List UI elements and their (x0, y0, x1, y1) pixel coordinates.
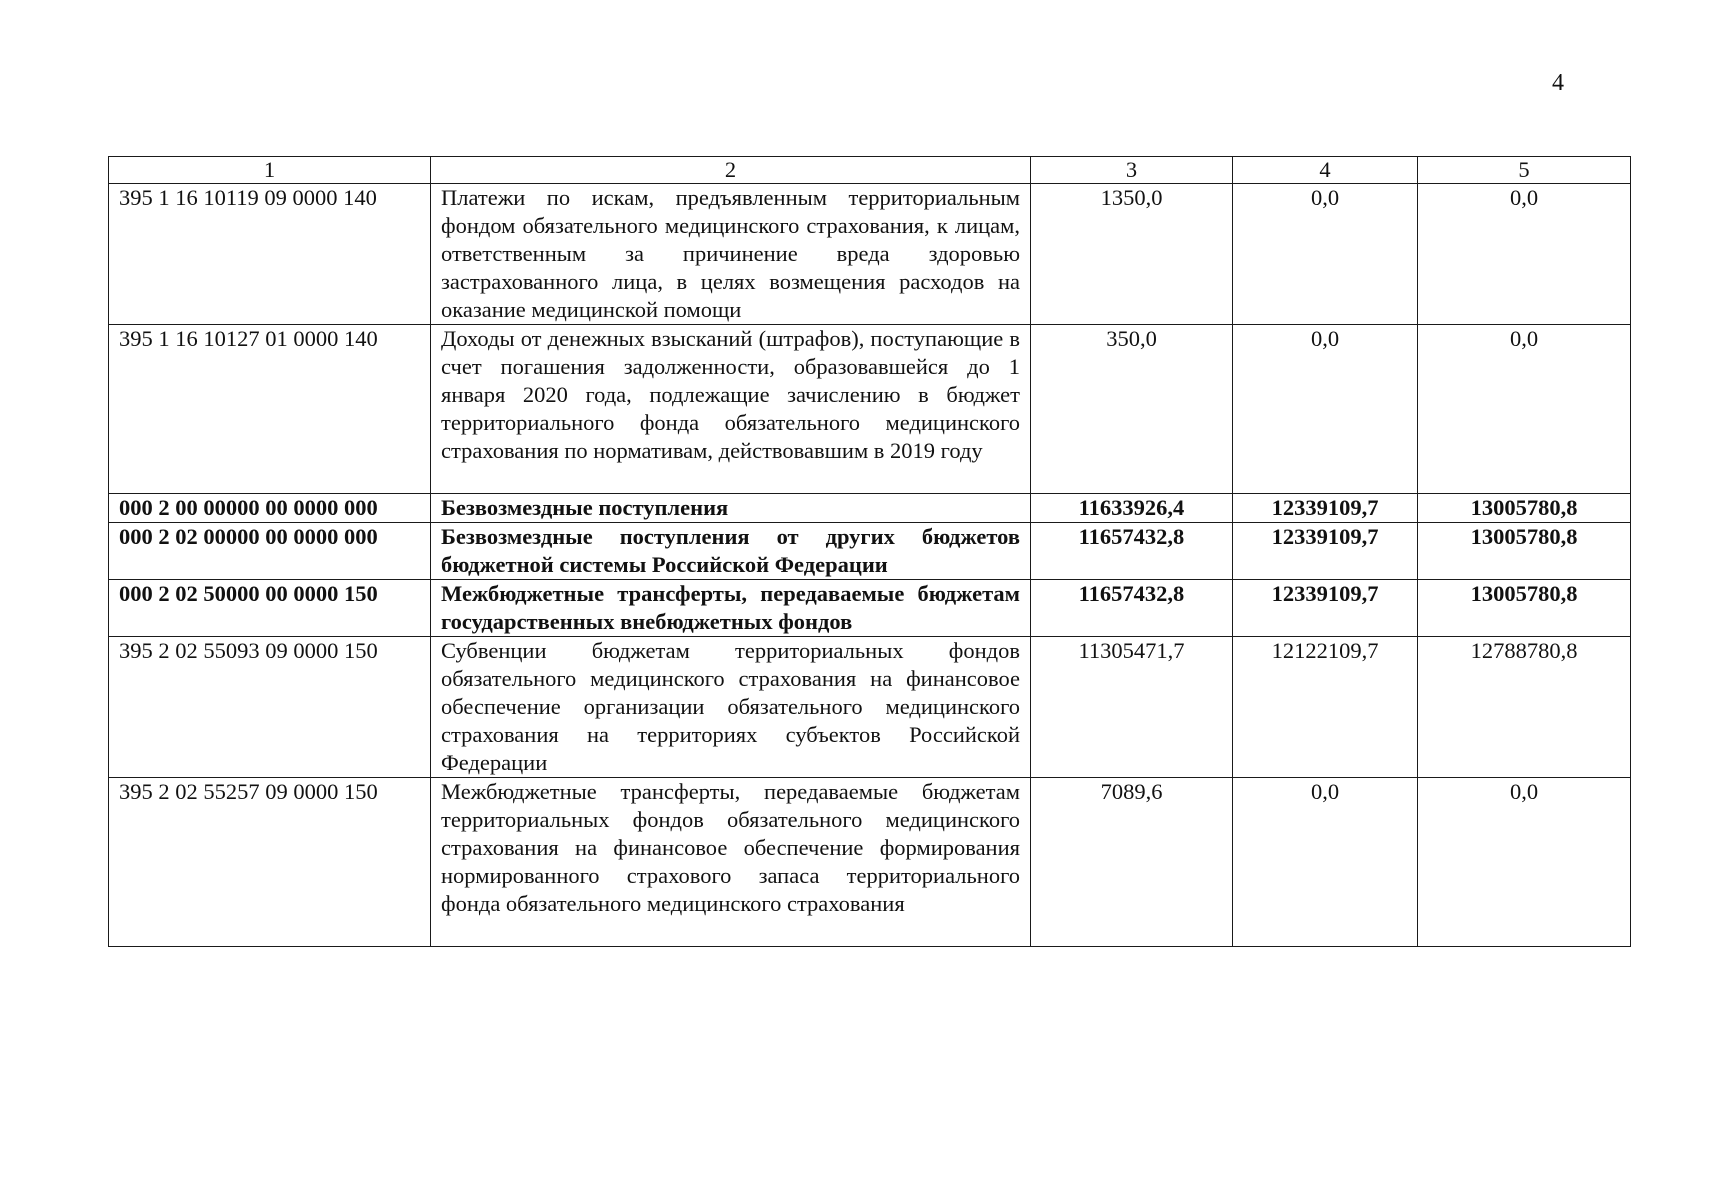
table-row (109, 184, 1631, 325)
amount-col-3: 11305471,7 (1031, 637, 1233, 778)
amount-col-3: 11633926,4 (1031, 494, 1233, 523)
amount-col-5: 12788780,8 (1418, 637, 1631, 778)
budget-code: 395 1 16 10127 01 0000 140 (109, 325, 431, 494)
amount-col-4: 0,0 (1233, 184, 1418, 325)
amount-col-5: 0,0 (1418, 778, 1631, 947)
income-description: Межбюджетные трансферты, передаваемые бюджетам территориальных фондов обязательного медицинского страхования на финансовое обеспечение формирования нормированного страхового запаса территориального фонда обязательного медицинского страхования (431, 778, 1031, 947)
table-row (109, 325, 1631, 494)
amount-col-4: 12339109,7 (1233, 494, 1418, 523)
budget-code: 395 2 02 55257 09 0000 150 (109, 778, 431, 947)
budget-code: 000 2 00 00000 00 0000 000 (109, 494, 431, 523)
table-row (109, 494, 1631, 523)
income-description: Межбюджетные трансферты, передаваемые бюджетам государственных внебюджетных фондов (431, 580, 1031, 637)
budget-table (108, 156, 1631, 947)
amount-col-3: 1350,0 (1031, 184, 1233, 325)
amount-col-4: 0,0 (1233, 325, 1418, 494)
amount-col-5: 0,0 (1418, 184, 1631, 325)
table-row (109, 523, 1631, 580)
income-description: Доходы от денежных взысканий (штрафов), поступающие в счет погашения задолженности, образовавшейся до 1 января 2020 года, подлежащие зачислению в бюджет территориального фонда обязательного медицинского страхования по нормативам, действовавшим в 2019 году (431, 325, 1031, 494)
amount-col-5: 13005780,8 (1418, 494, 1631, 523)
amount-col-3: 7089,6 (1031, 778, 1233, 947)
table-row (109, 580, 1631, 637)
amount-col-5: 0,0 (1418, 325, 1631, 494)
income-description: Субвенции бюджетам территориальных фондов обязательного медицинского страхования на финансовое обеспечение организации обязательного медицинского страхования на территориях субъектов Российской Федерации (431, 637, 1031, 778)
amount-col-3: 350,0 (1031, 325, 1233, 494)
budget-code: 395 2 02 55093 09 0000 150 (109, 637, 431, 778)
income-description: Безвозмездные поступления (431, 494, 1031, 523)
budget-code: 000 2 02 00000 00 0000 000 (109, 523, 431, 580)
amount-col-4: 12339109,7 (1233, 523, 1418, 580)
income-description: Платежи по искам, предъявленным территориальным фондом обязательного медицинского страхования, к лицам, ответственным за причинение вреда здоровью застрахованного лица, в целях возмещения расходов на оказание медицинской помощи (431, 184, 1031, 325)
amount-col-3: 11657432,8 (1031, 580, 1233, 637)
amount-col-4: 12122109,7 (1233, 637, 1418, 778)
amount-col-3: 11657432,8 (1031, 523, 1233, 580)
table-row (109, 637, 1631, 778)
budget-code: 000 2 02 50000 00 0000 150 (109, 580, 431, 637)
table-header-row (109, 157, 1631, 184)
amount-col-4: 0,0 (1233, 778, 1418, 947)
amount-col-5: 13005780,8 (1418, 523, 1631, 580)
amount-col-5: 13005780,8 (1418, 580, 1631, 637)
header-col-4: 4 (1233, 157, 1418, 184)
page-number: 4 (1552, 70, 1564, 96)
header-col-3: 3 (1031, 157, 1233, 184)
header-col-1: 1 (109, 157, 431, 184)
amount-col-4: 12339109,7 (1233, 580, 1418, 637)
income-description: Безвозмездные поступления от других бюджетов бюджетной системы Российской Федерации (431, 523, 1031, 580)
header-col-2: 2 (431, 157, 1031, 184)
budget-code: 395 1 16 10119 09 0000 140 (109, 184, 431, 325)
header-col-5: 5 (1418, 157, 1631, 184)
table-row (109, 778, 1631, 947)
